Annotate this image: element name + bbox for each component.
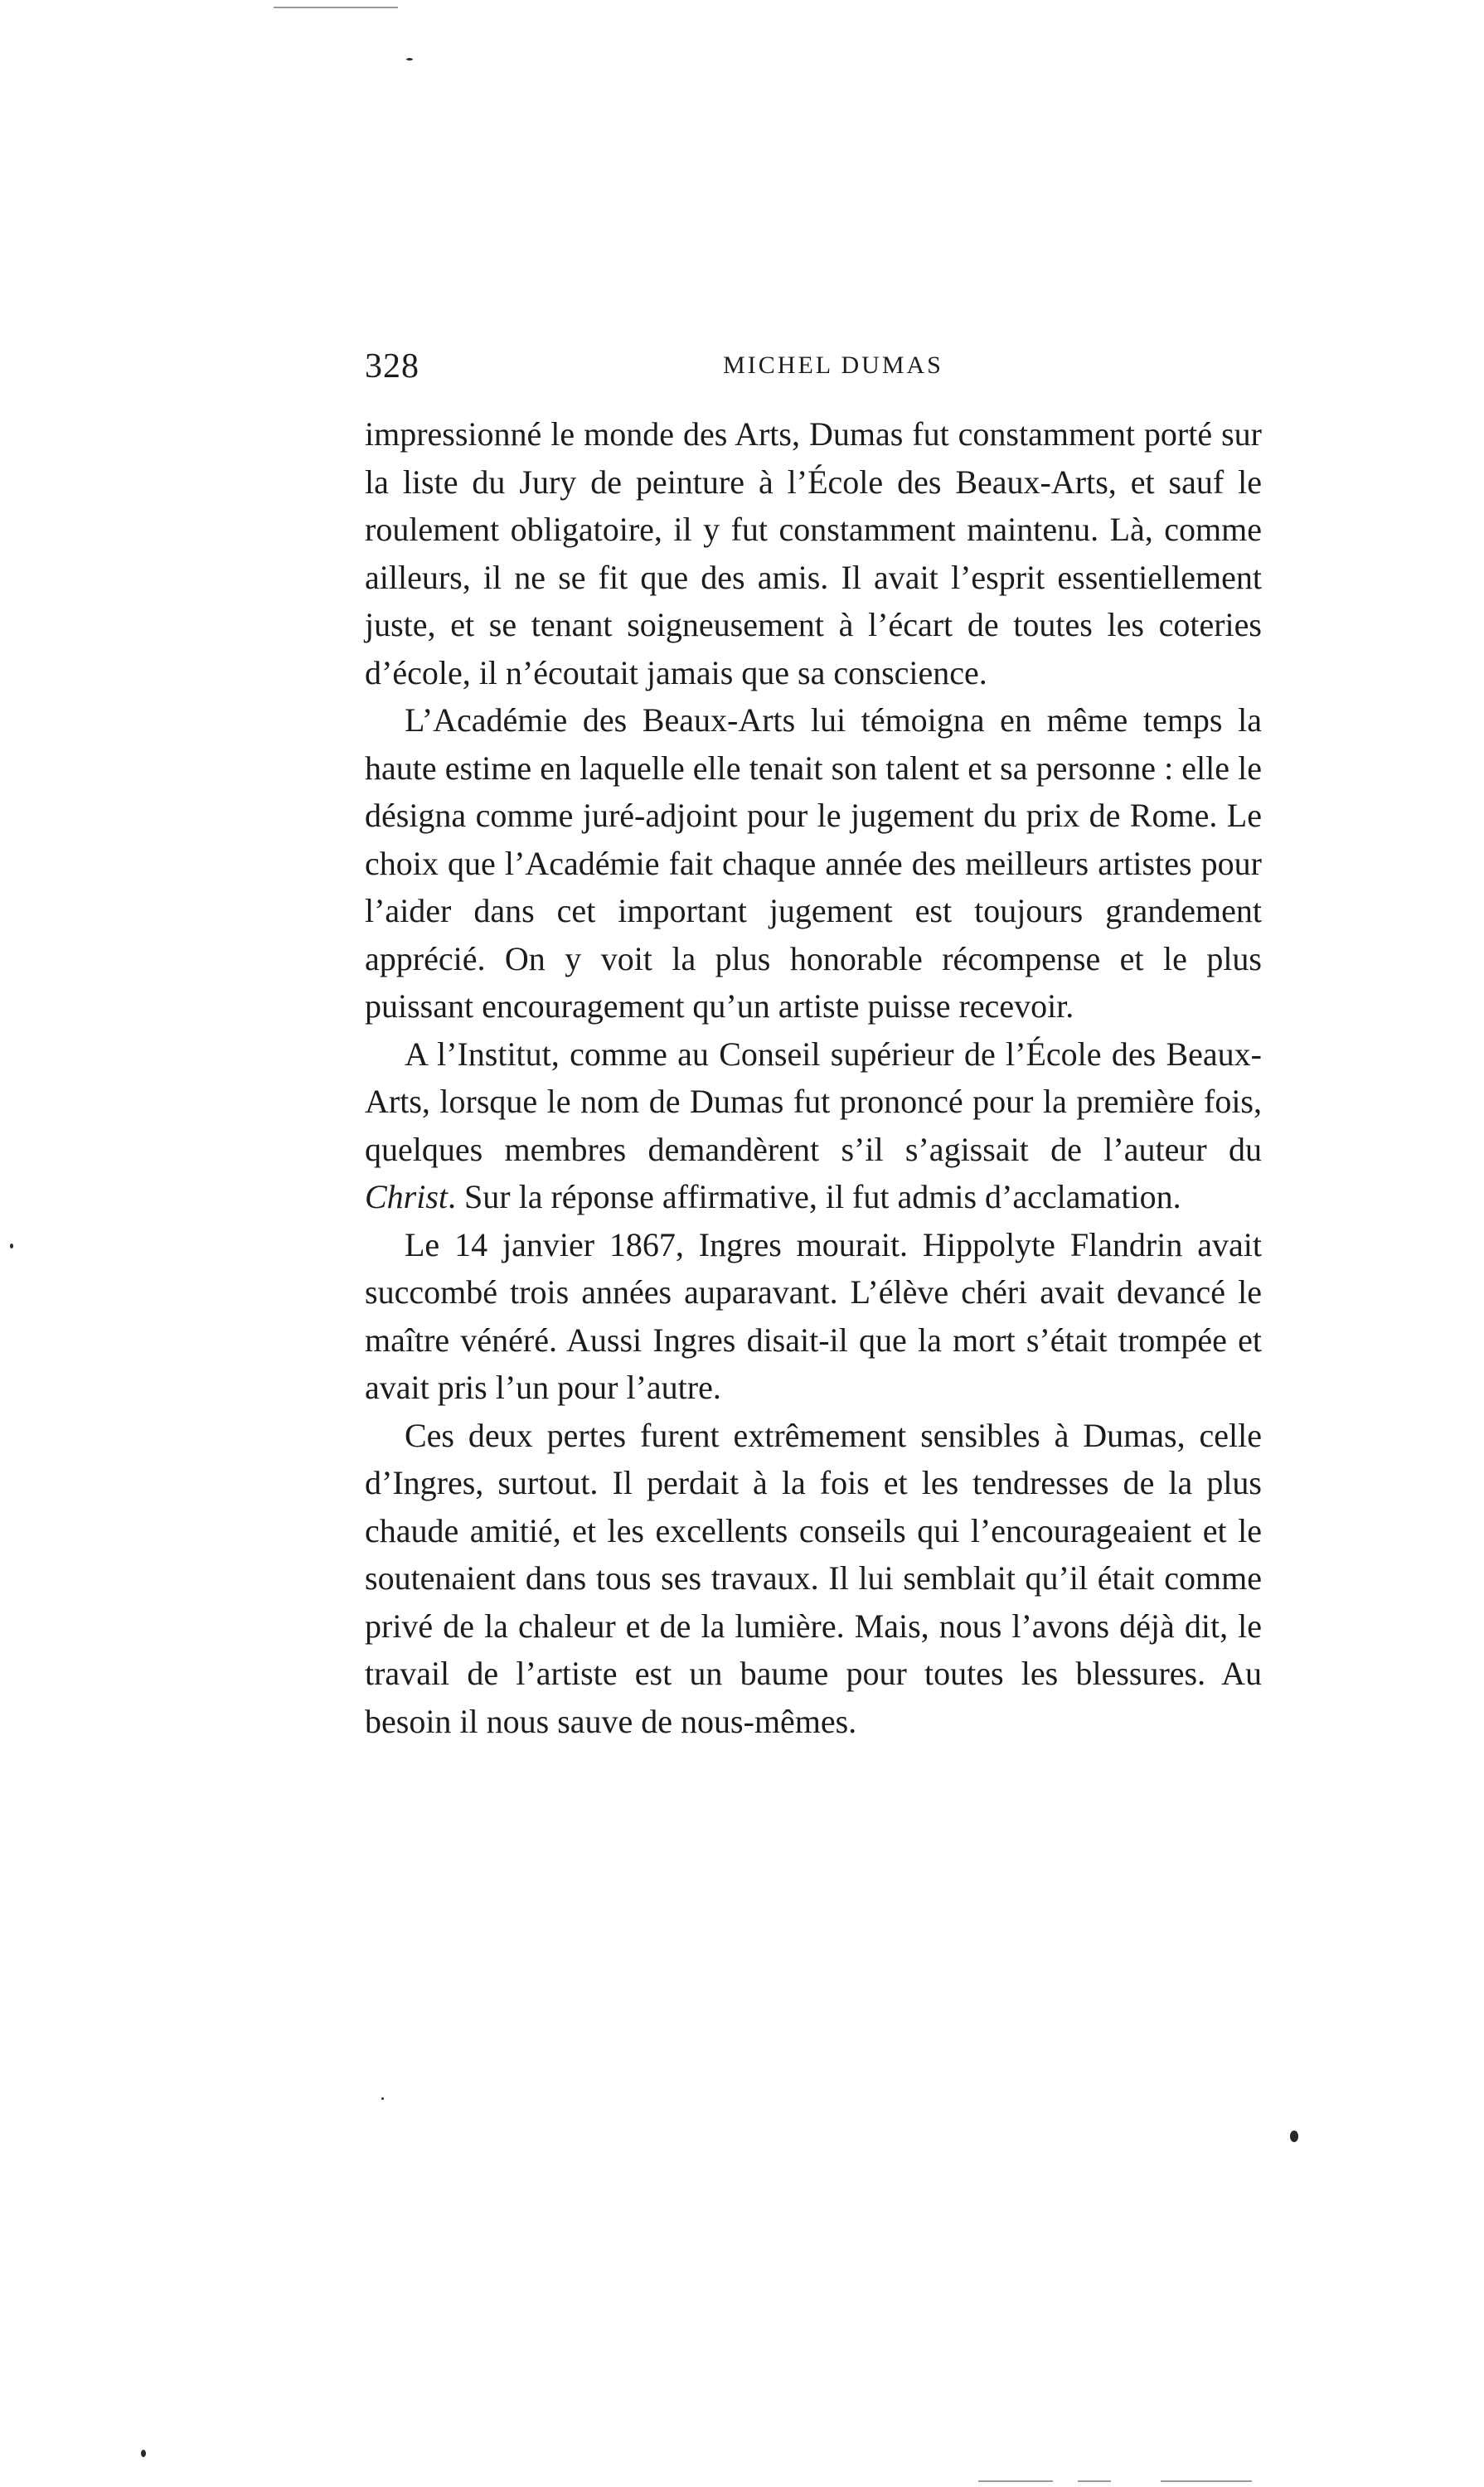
- italic-title: Christ: [365, 1178, 449, 1215]
- running-header: [365, 347, 1302, 396]
- scan-speck: [381, 2097, 384, 2100]
- scan-edge-mark: [1161, 2480, 1252, 2482]
- paragraph: [365, 696, 1262, 1030]
- scan-edge-mark: [978, 2480, 1053, 2482]
- paragraph-text: Le 14 janvier 1867, Ingres mourait. Hippolyte Flandrin avait succombé trois années auparavant. L’élève chéri avait devancé le maître vénéré. Aussi Ingres disait-il que la mort s’était trompée et avait pris l’un pour l’autre.: [365, 1225, 1262, 1406]
- body-text: [365, 410, 1262, 1745]
- paragraph: [365, 1221, 1262, 1412]
- paragraph: [365, 1030, 1262, 1221]
- scan-speck: [10, 1244, 13, 1248]
- scan-speck: [141, 2450, 146, 2457]
- paragraph-text: Ces deux pertes furent extrêmement sensibles à Dumas, celle d’Ingres, surtout. Il perdait à la fois et les tendresses de la plus chaude amitié, et les excellents conseils qui l’encourageaient et le soutenaient dans tous ses travaux. Il lui semblait qu’il était comme privé de la chaleur et de la lumière. Mais, nous l’avons déjà dit, le travail de l’artiste est un baume pour toutes les blessures. Au besoin il nous sauve de nous-mêmes.: [365, 1416, 1262, 1740]
- paragraph: [365, 1412, 1262, 1746]
- paragraph-text: A l’Institut, comme au Conseil supérieur de l’École des Beaux-Arts, lorsque le nom de Dumas fut prononcé pour la première fois, quelques membres demandèrent s’il s’agissait de l’auteur du: [365, 1035, 1262, 1168]
- running-title: MICHEL DUMAS: [723, 351, 943, 379]
- scan-edge-mark: [1078, 2480, 1111, 2482]
- paragraph-text: L’Académie des Beaux-Arts lui témoigna en même temps la haute estime en laquelle elle tenait son talent et sa personne : elle le désigna comme juré-adjoint pour le jugement du prix de Rome. Le choix que l’Académie fait chaque année des meilleurs artistes pour l’aider dans cet important jugement est toujours grandement apprécié. On y voit la plus honorable récompense et le plus puissant encouragement qu’un artiste puisse recevoir.: [365, 701, 1262, 1025]
- scan-speck: [1290, 2131, 1298, 2142]
- page-number: 328: [365, 347, 419, 385]
- paragraph-text: impressionné le monde des Arts, Dumas fut constamment porté sur la liste du Jury de peinture à l’École des Beaux-Arts, et sauf le roulement obligatoire, il y fut constamment maintenu. Là, comme ailleurs, il ne se fit que des amis. Il avait l’esprit essentiellement juste, et se tenant soigneusement à l’écart de toutes les coteries d’école, il n’écoutait jamais que sa conscience.: [365, 415, 1262, 691]
- scan-edge-mark: [274, 7, 398, 8]
- scan-speck: [406, 58, 413, 61]
- paragraph-text: . Sur la réponse affirmative, il fut admis d’acclamation.: [448, 1178, 1181, 1215]
- paragraph: [365, 410, 1262, 696]
